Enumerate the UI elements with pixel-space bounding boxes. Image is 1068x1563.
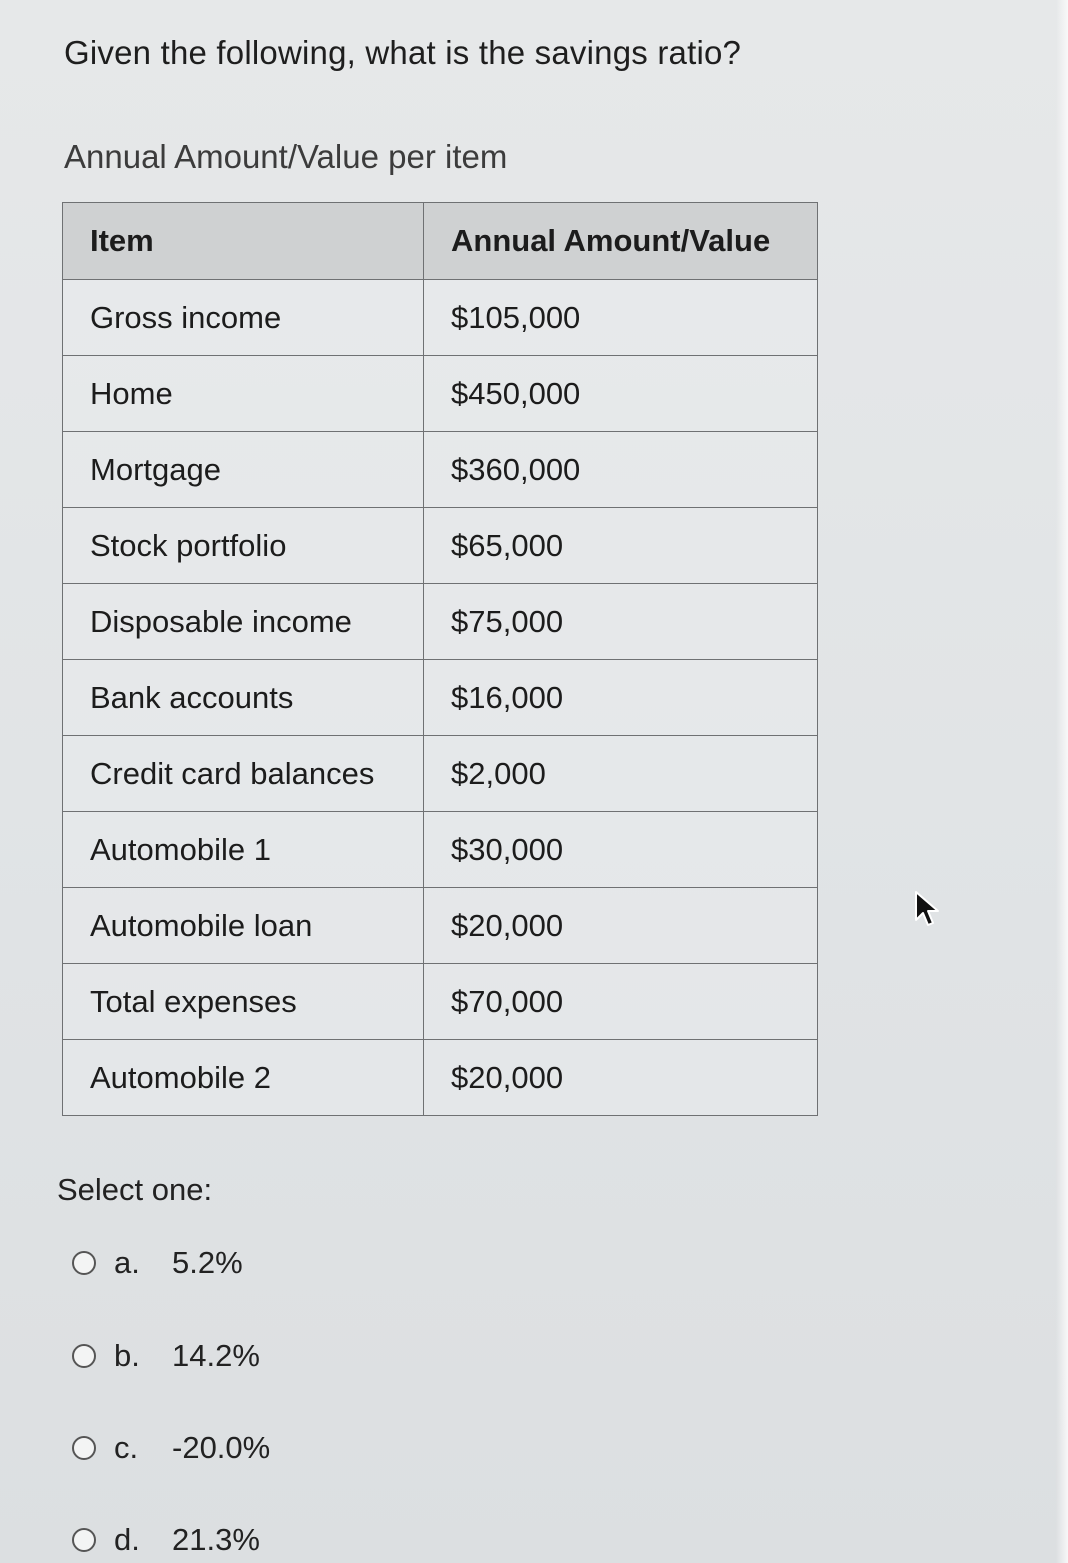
radio-button-c[interactable] — [72, 1436, 96, 1460]
table-row — [63, 888, 818, 964]
item-cell: Gross income — [63, 280, 424, 356]
option-letter: d. — [114, 1522, 140, 1557]
column-header-item: Item — [63, 203, 424, 280]
table-header-row — [63, 203, 818, 280]
column-header-amount: Annual Amount/Value — [424, 203, 818, 280]
table-row — [63, 736, 818, 812]
amount-cell: $70,000 — [424, 964, 818, 1040]
option-value: 14.2% — [172, 1338, 260, 1373]
table-row — [63, 280, 818, 356]
option-d[interactable] — [72, 1522, 260, 1558]
option-letter: a. — [114, 1245, 140, 1280]
table-row — [63, 432, 818, 508]
radio-button-d[interactable] — [72, 1528, 96, 1552]
option-c[interactable] — [72, 1430, 270, 1466]
item-cell: Automobile loan — [63, 888, 424, 964]
item-cell: Credit card balances — [63, 736, 424, 812]
option-letter: c. — [114, 1430, 139, 1465]
amount-cell: $450,000 — [424, 356, 818, 432]
option-value: -20.0% — [172, 1430, 271, 1465]
amount-cell: $75,000 — [424, 584, 818, 660]
item-cell: Stock portfolio — [63, 508, 424, 584]
amount-cell: $30,000 — [424, 812, 818, 888]
table-caption: Annual Amount/Value per item — [64, 138, 508, 175]
item-cell: Automobile 1 — [63, 812, 424, 888]
question-text: Given the following, what is the savings ratio? — [64, 34, 742, 71]
amount-cell: $20,000 — [424, 1040, 818, 1116]
item-cell: Home — [63, 356, 424, 432]
item-cell: Total expenses — [63, 964, 424, 1040]
amount-cell: $2,000 — [424, 736, 818, 812]
mouse-pointer-icon — [914, 890, 942, 930]
item-cell: Mortgage — [63, 432, 424, 508]
radio-button-a[interactable] — [72, 1251, 96, 1275]
option-letter: b. — [114, 1338, 140, 1373]
table-row — [63, 1040, 818, 1116]
data-table — [62, 202, 818, 1116]
item-cell: Disposable income — [63, 584, 424, 660]
item-cell: Bank accounts — [63, 660, 424, 736]
screen-edge — [1056, 0, 1068, 1563]
amount-cell: $20,000 — [424, 888, 818, 964]
table-row — [63, 584, 818, 660]
amount-cell: $65,000 — [424, 508, 818, 584]
table-row — [63, 812, 818, 888]
table-row — [63, 356, 818, 432]
table-row — [63, 964, 818, 1040]
option-a[interactable] — [72, 1245, 243, 1281]
table-row — [63, 660, 818, 736]
item-cell: Automobile 2 — [63, 1040, 424, 1116]
select-one-label: Select one: — [57, 1172, 213, 1207]
amount-cell: $105,000 — [424, 280, 818, 356]
amount-cell: $360,000 — [424, 432, 818, 508]
option-value: 5.2% — [172, 1245, 243, 1280]
option-b[interactable] — [72, 1338, 260, 1374]
option-value: 21.3% — [172, 1522, 260, 1557]
table-row — [63, 508, 818, 584]
radio-button-b[interactable] — [72, 1344, 96, 1368]
amount-cell: $16,000 — [424, 660, 818, 736]
